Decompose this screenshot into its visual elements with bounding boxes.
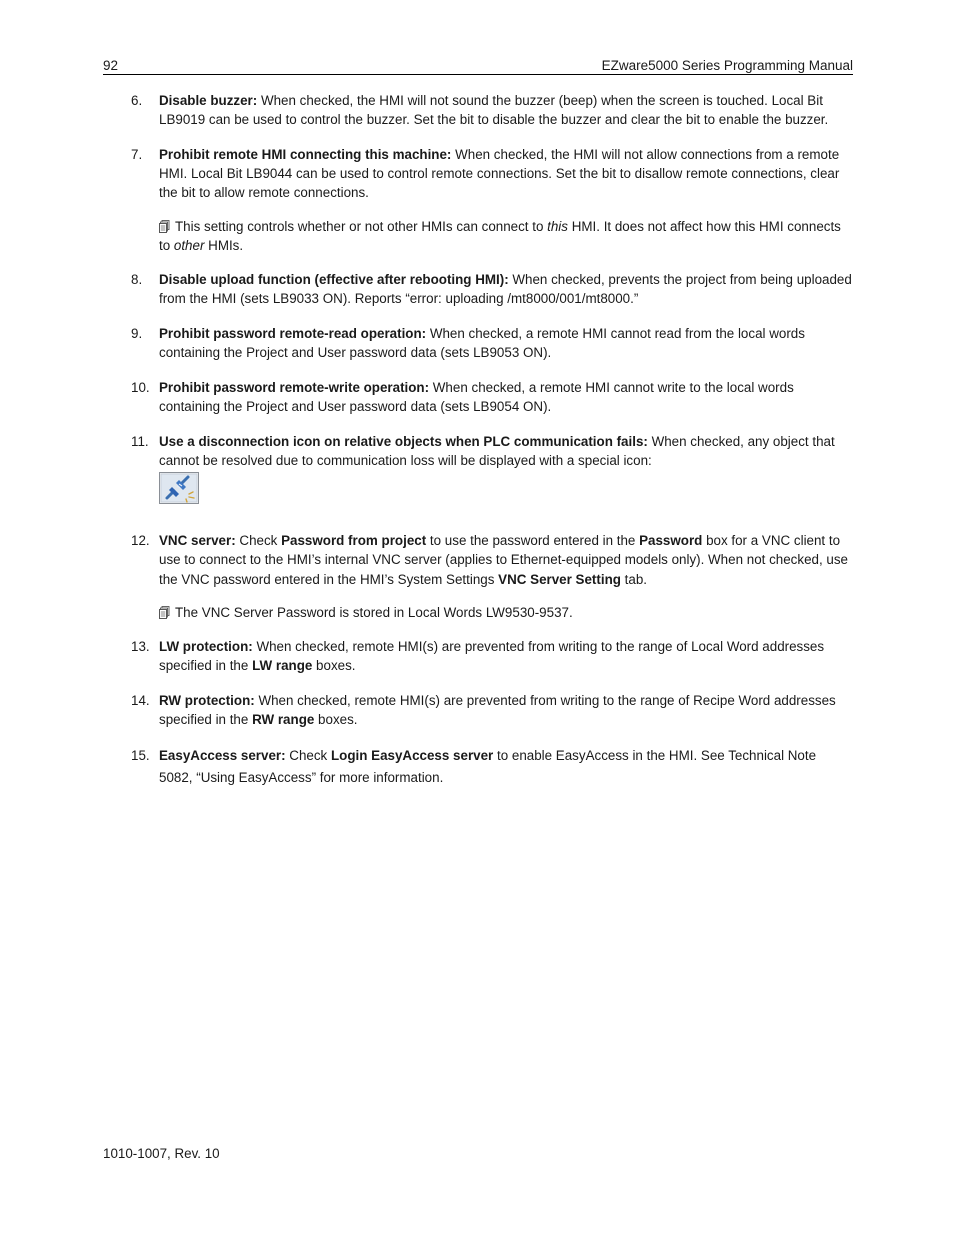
item-text: LW protection: When checked, remote HMI(s) are prevented from writing to the range of Local Word addresses specified in the LW range boxes.: [159, 639, 825, 674]
item-text: VNC server: Check Password from project to use the password entered in the Password box for a VNC client to use to connect to the HMI’s internal VNC server (applies to Ethernet-equipped models only). When not checked, use the VNC password entered in the HMI’s System Settings VNC Server Setting tab.: [159, 533, 848, 587]
list-item: [103, 745, 853, 789]
manual-title: EZware5000 Series Programming Manual: [601, 58, 853, 73]
item-label: RW protection:: [159, 692, 255, 708]
item-label: Disable buzzer:: [159, 93, 258, 108]
list-item: [103, 270, 853, 308]
item-label: Disable upload function (effective after rebooting HMI):: [159, 271, 509, 287]
item-label: Use a disconnection icon on relative objects when PLC communication fails:: [159, 433, 648, 449]
note-vnc-password: The VNC Server Password is stored in Local Words LW9530-9537.: [159, 603, 853, 622]
item-text: RW protection: When checked, remote HMI(s) are prevented from writing to the range of Recipe Word addresses specified in the RW range boxes.: [159, 692, 836, 728]
note-icon: [159, 220, 170, 233]
page-footer: [103, 1145, 220, 1162]
list-item: [103, 378, 853, 416]
page-number: 92: [103, 58, 119, 73]
item-text: Prohibit password remote-write operation: When checked, a remote HMI cannot write to the local words containing the Project and User password data (sets LB9054 ON).: [159, 379, 794, 414]
item-number: 9.: [131, 325, 143, 341]
list-item: [103, 531, 853, 589]
list-item: [103, 91, 853, 129]
list-item: [103, 324, 853, 362]
page-header: [103, 57, 853, 75]
list-item: [103, 432, 853, 510]
note-icon: [159, 606, 170, 619]
settings-list: [103, 91, 853, 804]
item-text: EasyAccess server: Check Login EasyAccess server to enable EasyAccess in the HMI. See Technical Note 5082, “Using EasyAccess” for more information.: [159, 747, 817, 785]
item-text: Prohibit remote HMI connecting this machine: When checked, the HMI will not allow connections from a remote HMI. Local Bit LB9044 can be used to control remote connections. Set the bit to disallow remote connections, clear the bit to allow remote connections.: [159, 146, 840, 201]
item-number: 6.: [131, 93, 143, 108]
item-number: 15.: [131, 747, 150, 763]
document-number: 1010-1007, Rev. 10: [103, 1146, 220, 1161]
note-remote-hmi: This setting controls whether or not other HMIs can connect to this HMI. It does not affect how this HMI connects to other HMIs.: [159, 218, 841, 253]
list-item: [103, 691, 853, 729]
item-label: VNC server:: [159, 533, 236, 549]
item-number: 11.: [131, 433, 149, 449]
item-text: Disable buzzer: When checked, the HMI will not sound the buzzer (beep) when the screen is touched. Local Bit LB9019 can be used to control the buzzer. Set the bit to disable the buzzer and clear the bit to enable the buzzer.: [159, 93, 829, 128]
item-label: Prohibit password remote-read operation:: [159, 325, 427, 341]
item-text: Prohibit password remote-read operation: When checked, a remote HMI cannot read from the local words containing the Project and User password data (sets LB9053 ON).: [159, 325, 805, 361]
item-number: 10.: [131, 379, 150, 395]
item-label: Prohibit remote HMI connecting this machine:: [159, 146, 452, 162]
item-number: 12.: [131, 533, 150, 549]
item-number: 13.: [131, 639, 150, 655]
item-label: LW protection:: [159, 639, 253, 655]
item-text: Disable upload function (effective after rebooting HMI): When checked, prevents the project from being uploaded from the HMI (sets LB9033 ON). Reports “error: uploading /mt8000/001/mt8000.”: [159, 271, 852, 307]
item-text: Use a disconnection icon on relative objects when PLC communication fails: When checked, any object that cannot be resolved due to communication loss will be displayed with a special icon:: [159, 433, 835, 468]
item-label: EasyAccess server:: [159, 747, 286, 763]
item-number: 14.: [131, 692, 150, 708]
item-label: Prohibit password remote-write operation:: [159, 379, 430, 395]
item-number: 8.: [131, 271, 143, 287]
list-item: [103, 145, 853, 203]
list-item: [103, 637, 853, 675]
disconnection-icon: [159, 472, 853, 509]
item-number: 7.: [131, 146, 143, 162]
